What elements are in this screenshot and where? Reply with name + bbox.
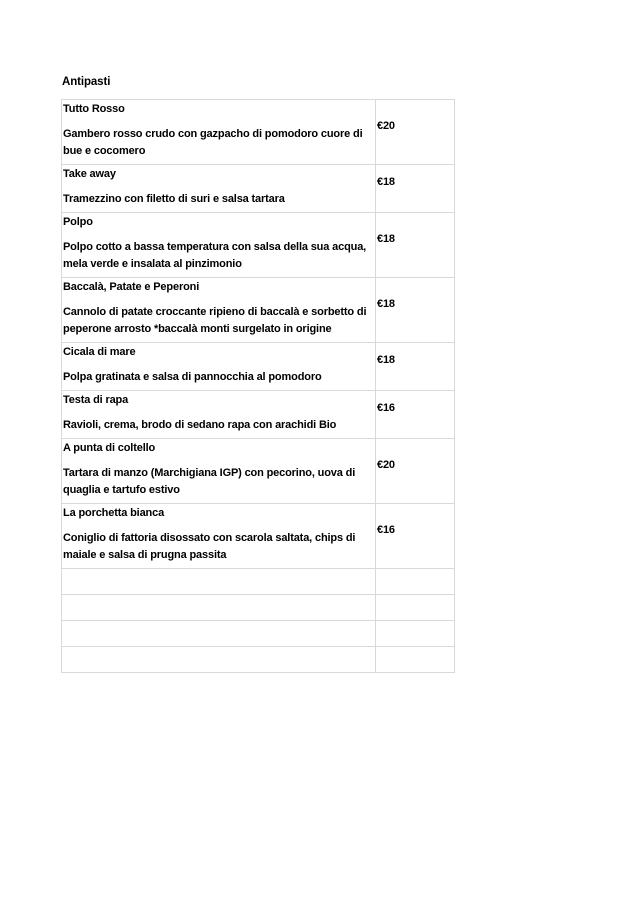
menu-item-row: [62, 343, 455, 391]
item-description: Cannolo di patate croccante ripieno di baccalà e sorbetto di peperone arrosto *baccalà monti surgelato in origine: [63, 306, 367, 335]
item-description: Coniglio di fattoria disossato con scarola saltata, chips di maiale e salsa di prugna passita: [63, 532, 356, 561]
empty-row: [62, 647, 455, 673]
item-price-cell: [376, 278, 455, 343]
empty-cell: [62, 621, 376, 647]
menu-item-row: [62, 165, 455, 213]
item-price: €16: [377, 523, 395, 536]
item-price-cell: [376, 439, 455, 504]
menu-item-row: [62, 213, 455, 278]
item-description-cell: [62, 391, 376, 439]
empty-cell: [376, 621, 455, 647]
item-name: Cicala di mare: [63, 346, 136, 358]
item-description: Gambero rosso crudo con gazpacho di pomodoro cuore di bue e cocomero: [63, 128, 363, 157]
menu-item-row: [62, 278, 455, 343]
empty-cell: [376, 569, 455, 595]
item-description-cell: [62, 100, 376, 165]
item-description: Polpa gratinata e salsa di pannocchia al pomodoro: [63, 371, 322, 383]
empty-cell: [62, 569, 376, 595]
item-price-cell: [376, 391, 455, 439]
empty-row: [62, 569, 455, 595]
empty-cell: [62, 647, 376, 673]
item-description: Polpo cotto a bassa temperatura con salsa della sua acqua, mela verde e insalata al pinzimonio: [63, 241, 367, 270]
menu-item-row: [62, 504, 455, 569]
menu-item-row: [62, 391, 455, 439]
item-price-cell: [376, 165, 455, 213]
item-price: €20: [377, 119, 395, 132]
item-price: €18: [377, 176, 395, 188]
item-price-cell: [376, 343, 455, 391]
item-description: Tartara di manzo (Marchigiana IGP) con pecorino, uova di quaglia e tartufo estivo: [63, 467, 356, 496]
empty-row: [62, 621, 455, 647]
item-price: €16: [377, 402, 395, 414]
item-name: A punta di coltello: [63, 442, 156, 454]
item-description-cell: [62, 504, 376, 569]
item-description-cell: [62, 343, 376, 391]
menu-item-row: [62, 100, 455, 165]
empty-cell: [62, 595, 376, 621]
item-name: Tutto Rosso: [63, 103, 125, 115]
empty-row: [62, 595, 455, 621]
menu-table: [61, 99, 455, 673]
item-description-cell: [62, 278, 376, 343]
item-price-cell: [376, 213, 455, 278]
empty-cell: [376, 595, 455, 621]
menu-item-row: [62, 439, 455, 504]
item-price: €18: [377, 232, 395, 245]
item-description-cell: [62, 439, 376, 504]
item-price: €18: [377, 297, 395, 310]
item-name: Baccalà, Patate e Peperoni: [63, 281, 200, 293]
item-description: Tramezzino con filetto di suri e salsa tartara: [63, 193, 285, 205]
item-name: Take away: [63, 168, 116, 180]
item-price: €20: [377, 458, 395, 471]
item-price-cell: [376, 100, 455, 165]
item-description-cell: [62, 165, 376, 213]
item-name: La porchetta bianca: [63, 507, 165, 519]
section-title: Antipasti: [62, 76, 111, 88]
item-name: Polpo: [63, 216, 93, 228]
item-price-cell: [376, 504, 455, 569]
item-description: Ravioli, crema, brodo di sedano rapa con arachidi Bio: [63, 419, 337, 431]
item-name: Testa di rapa: [63, 394, 129, 406]
empty-cell: [376, 647, 455, 673]
item-description-cell: [62, 213, 376, 278]
item-price: €18: [377, 354, 395, 366]
